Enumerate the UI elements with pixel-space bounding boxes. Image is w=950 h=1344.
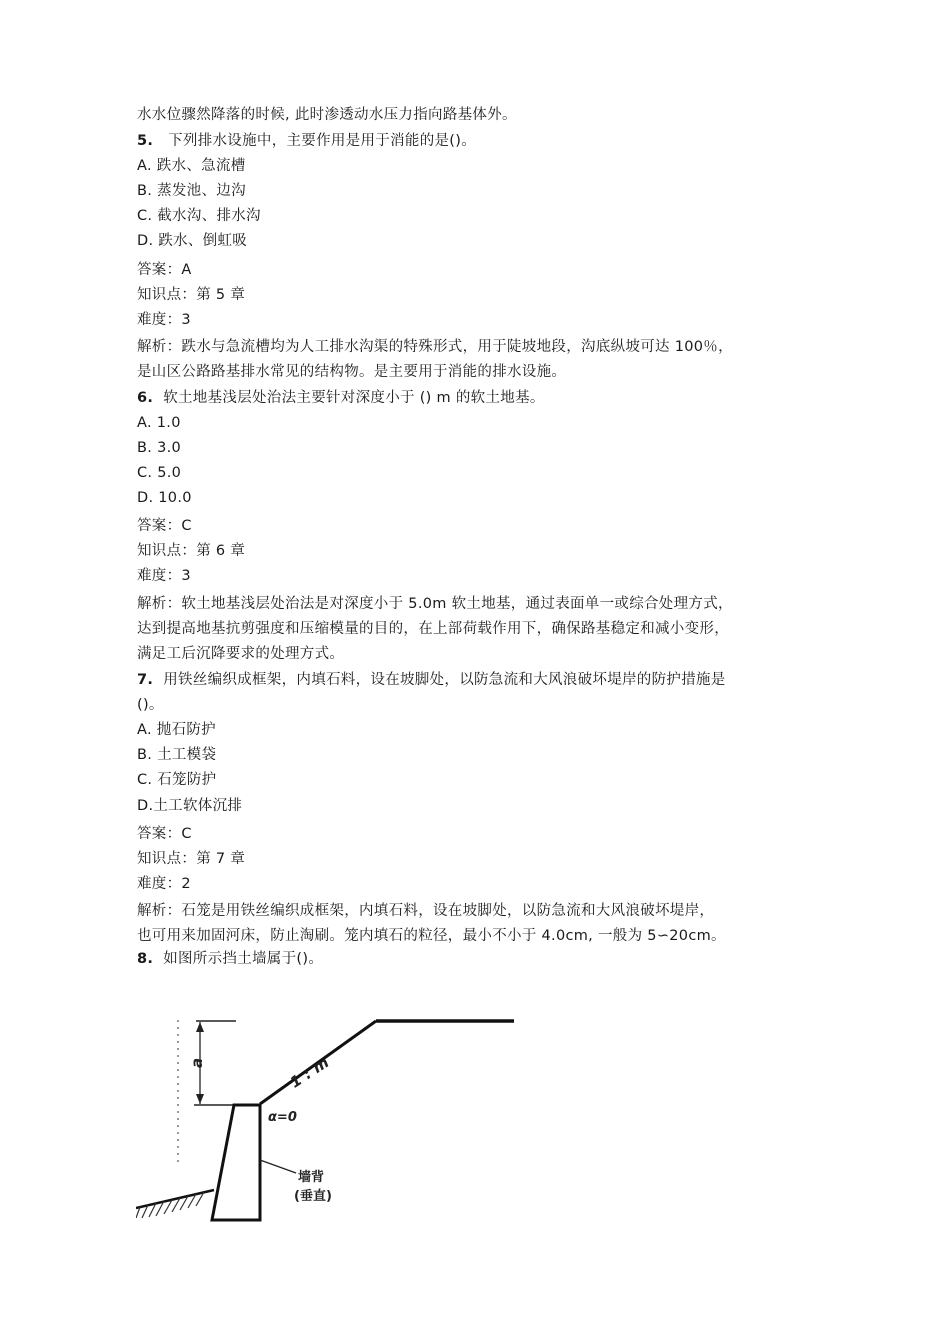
- option-b: B. 蒸发池、边沟: [137, 183, 246, 199]
- label-alpha: α=0: [268, 1110, 297, 1125]
- answer: 答案：C: [137, 826, 192, 842]
- question-8-stem: [137, 949, 323, 969]
- analysis-line: 也可用来加固河床，防止淘刷。笼内填石的粒径，最小不小于 4.0cm, 一般为 5∽20cm。: [137, 928, 726, 944]
- question-number: 7.: [137, 672, 154, 688]
- option-a: A. 跌水、急流槽: [137, 158, 246, 174]
- question-5-stem: [137, 131, 476, 151]
- knowledge-point: 知识点：第 6 章: [137, 543, 246, 559]
- option-a: A. 抛石防护: [137, 722, 216, 738]
- question-text: 如图所示挡土墙属于()。: [163, 951, 324, 967]
- intro-line: 水水位骤然降落的时候, 此时渗透动水压力指向路基体外。: [137, 107, 517, 123]
- difficulty: 难度：3: [137, 568, 191, 584]
- question-7-stem-cont: ()。: [137, 697, 164, 713]
- label-a: a: [188, 1057, 206, 1068]
- arrow-down-icon: [196, 1094, 204, 1104]
- option-a: A. 1.0: [137, 415, 181, 431]
- question-number: 8.: [137, 951, 154, 967]
- label-vertical: (垂直): [294, 1189, 332, 1204]
- answer: 答案：C: [137, 518, 192, 534]
- question-number: 6.: [137, 390, 154, 406]
- leader-line: [260, 1160, 296, 1173]
- retaining-wall: [212, 1105, 260, 1220]
- option-c: C. 石笼防护: [137, 772, 217, 788]
- option-d: D.土工软体沉排: [137, 798, 243, 814]
- analysis-line: 满足工后沉降要求的处理方式。: [137, 646, 345, 662]
- option-c: C. 5.0: [137, 465, 182, 481]
- arrow-up-icon: [196, 1022, 204, 1032]
- question-7-stem: [137, 670, 726, 690]
- question-text: 用铁丝编织成框架，内填石料，设在坡脚处，以防急流和大风浪破坏堤岸的防护措施是: [163, 672, 726, 688]
- analysis-line: 解析：石笼是用铁丝编织成框架，内填石料，设在坡脚处，以防急流和大风浪破坏堤岸，: [137, 903, 715, 919]
- option-b: B. 3.0: [137, 440, 182, 456]
- option-d: D. 跌水、倒虹吸: [137, 233, 248, 249]
- label-slope: 1 : m: [286, 1053, 333, 1092]
- analysis-line: 是山区公路路基排水常见的结构物。是主要用于消能的排水设施。: [137, 364, 567, 380]
- difficulty: 难度：3: [137, 312, 191, 328]
- difficulty: 难度：2: [137, 876, 191, 892]
- question-text: 下列排水设施中，主要作用是用于消能的是()。: [163, 133, 477, 149]
- question-number: 5.: [137, 133, 154, 149]
- knowledge-point: 知识点：第 5 章: [137, 287, 246, 303]
- question-text: 软土地基浅层处治法主要针对深度小于 () m 的软土地基。: [163, 390, 545, 406]
- analysis-line: 解析：跌水与急流槽均为人工排水沟渠的特殊形式，用于陡坡地段，沟底纵坡可达 100％，: [137, 339, 733, 355]
- knowledge-point: 知识点：第 7 章: [137, 851, 246, 867]
- answer: 答案：A: [137, 262, 192, 278]
- label-wall-back: 墙背: [298, 1170, 325, 1185]
- option-b: B. 土工模袋: [137, 747, 217, 763]
- option-c: C. 截水沟、排水沟: [137, 208, 261, 224]
- question-6-stem: [137, 388, 545, 408]
- option-d: D. 10.0: [137, 490, 192, 506]
- retaining-wall-figure: [136, 1008, 516, 1223]
- analysis-line: 达到提高地基抗剪强度和压缩模量的目的，在上部荷载作用下，确保路基稳定和减小变形，: [137, 621, 729, 637]
- analysis-line: 解析：软土地基浅层处治法是对深度小于 5.0m 软土地基，通过表面单一或综合处理方式，: [137, 596, 733, 612]
